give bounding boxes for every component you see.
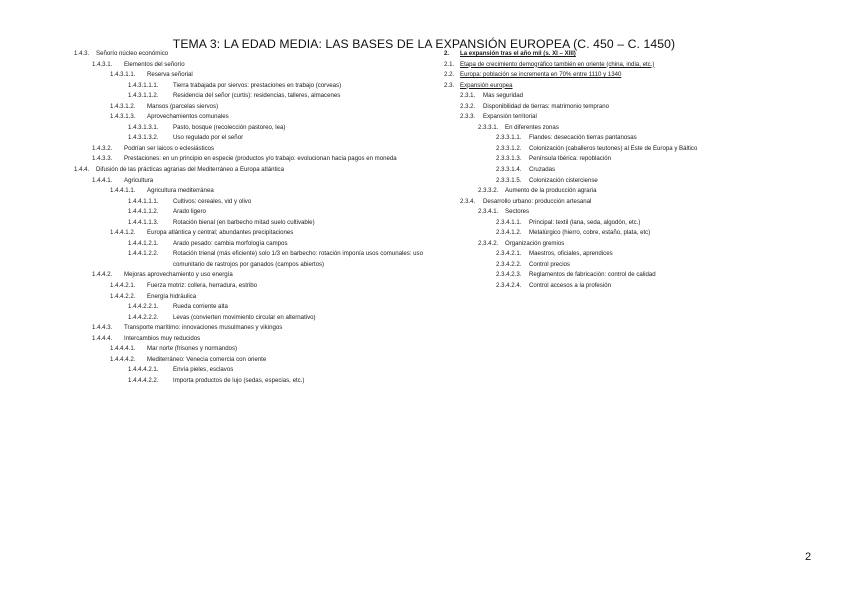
outline-item: [74, 249, 434, 270]
outline-item-text: Mas seguridad: [483, 92, 523, 100]
outline-item: [444, 133, 764, 144]
outline-item: [74, 123, 434, 134]
outline-item: [74, 70, 434, 81]
outline-item-text: Residencia del señor (curtis): residencias, talleres, almacenes: [173, 92, 341, 100]
outline-item: [444, 165, 764, 176]
outline-item-number: 1.4.4.1.1.3.: [128, 218, 159, 226]
outline-item: [444, 197, 764, 208]
outline-item-number: 2.3.: [444, 81, 455, 89]
outline-item: [444, 260, 764, 271]
outline-item-number: 1.4.4.1.2.: [110, 229, 136, 237]
outline-item: [444, 91, 764, 102]
outline-item-text: Arado ligero: [173, 208, 206, 216]
outline-item: [444, 176, 764, 187]
outline-item-number: 1.4.4.4.: [92, 334, 113, 342]
page-number: 2: [805, 551, 812, 563]
outline-item-text: Uso regulado por el señor: [173, 134, 244, 142]
outline-item-text: Levas (convierten movimiento circular en alternativo): [173, 313, 316, 321]
outline-item-number: 1.4.4.1.2.2.: [128, 250, 159, 258]
outline-item-text: Intercambios muy reducidos: [124, 334, 201, 342]
outline-left-column: [74, 49, 434, 387]
outline-item: [74, 133, 434, 144]
outline-item-number: 2.3.2.: [460, 102, 476, 110]
outline-item-number: 2.3.3.1.3.: [496, 155, 522, 163]
outline-item: [74, 186, 434, 197]
outline-item: [444, 218, 764, 229]
outline-item-number: 1.4.3.1.3.: [110, 113, 136, 121]
outline-item-number: 1.4.4.1.1.: [110, 187, 136, 195]
outline-item-text: Metalúrgico (hierro, cobre, estaño, plata, etc): [529, 229, 651, 237]
outline-item: [74, 144, 434, 155]
outline-item: [74, 176, 434, 187]
outline-item-number: 2.3.3.1.4.: [496, 166, 522, 174]
outline-item: [444, 239, 764, 250]
outline-item-text: Expansión europea: [460, 81, 513, 89]
outline-item-number: 2.3.3.1.2.: [496, 144, 522, 152]
outline-item-text: Control precios: [529, 260, 570, 268]
outline-item: [74, 228, 434, 239]
outline-item-text: Arado pesado: cambia morfología campos: [173, 239, 288, 247]
outline-item-text: Flandes: desecación tierras pantanosas: [529, 134, 637, 142]
outline-item-number: 1.4.4.3.: [92, 324, 113, 332]
outline-item-text: Agricultura: [124, 176, 154, 184]
outline-item-text: Colonización cisterciense: [529, 176, 598, 184]
outline-item: [444, 154, 764, 165]
outline-item-text: Península Ibérica: repoblación: [529, 155, 611, 163]
outline-item: [74, 281, 434, 292]
outline-item-number: 1.4.4.1.2.1.: [128, 239, 159, 247]
outline-item-text: Principal: textil (lana, seda, algodón, etc.): [529, 218, 641, 226]
outline-item: [74, 292, 434, 303]
outline-item-text: Señorío núcleo económico: [96, 50, 169, 57]
outline-item-number: 1.4.4.4.2.1.: [128, 366, 159, 374]
outline-item-text: Aprovechamientos comunales: [147, 113, 229, 121]
outline-item-text: Rotación trienal (más eficiente) solo 1/3 en barbecho: rotación imponía usos comunales: uso comunitario de rastrojos por ganados (campos abiertos): [173, 250, 423, 268]
outline-item: [74, 344, 434, 355]
outline-item-text: Prestaciones: en un principio en especie (productos y/o trabajo: evolucionan hacia pagos en moneda: [124, 155, 397, 163]
outline-item: [74, 112, 434, 123]
outline-item-text: Envía pieles, esclavos: [173, 366, 234, 374]
outline-item-text: Etapa de crecimiento demográfico también en oriente (china, india, etc.): [460, 60, 655, 68]
outline-item-number: 1.4.3.1.1.2.: [128, 92, 159, 100]
outline-item: [444, 102, 764, 113]
outline-item-number: 1.4.3.: [74, 50, 90, 57]
outline-item-text: Cultivos: cereales, vid y olivo: [173, 197, 252, 205]
outline-item: [74, 365, 434, 376]
outline-item: [74, 49, 434, 60]
outline-item: [74, 355, 434, 366]
outline-item-number: 1.4.4.2.: [92, 271, 113, 279]
outline-item: [74, 239, 434, 250]
outline-item-number: 2.3.4.1.1.: [496, 218, 522, 226]
outline-item-text: Cruzadas: [529, 166, 556, 174]
outline-item: [444, 281, 764, 292]
outline-item-number: 2.2.: [444, 71, 455, 79]
outline-item-number: 1.4.4.4.2.2.: [128, 376, 159, 384]
outline-item-text: Expansión territorial: [483, 113, 537, 121]
outline-item-text: Rotación bienal (en barbecho mitad suelo cultivable): [173, 218, 315, 226]
outline-item-number: 2.3.4.2.2.: [496, 260, 522, 268]
outline-item-text: Rueda corriente alta: [173, 303, 228, 311]
outline-item: [74, 154, 434, 165]
outline-item-text: Mansos (parcelas siervos): [147, 102, 219, 110]
outline-item: [444, 249, 764, 260]
page-title: TEMA 3: LA EDAD MEDIA: LAS BASES DE LA EXPANSIÓN EUROPEA (C. 450 – C. 1450): [172, 37, 676, 51]
outline-item: [444, 49, 764, 60]
outline-item-number: 1.4.3.1.2.: [110, 102, 136, 110]
outline-item-text: Difusión de las prácticas agrarias del Mediterráneo a Europa atlántica: [96, 166, 284, 174]
outline-item-number: 1.4.4.2.2.: [110, 292, 136, 300]
outline-item-text: Transporte marítimo: innovaciones musulmanes y vikingos: [124, 324, 283, 332]
outline-item-text: Mar norte (frisones y normandos): [147, 345, 238, 353]
outline-item-text: Europa atlántica y central; abundantes precipitaciones: [147, 229, 294, 237]
outline-item-number: 1.4.3.1.3.1.: [128, 123, 159, 131]
outline-item: [74, 102, 434, 113]
outline-item-text: Control accesos a la profesión: [529, 282, 611, 290]
outline-item-number: 2.3.3.2.: [478, 187, 499, 195]
outline-item-number: 2.3.4.2.1.: [496, 250, 522, 258]
outline-item-text: Maestros, oficiales, aprendices: [529, 250, 613, 258]
outline-item-text: La expansión tras el año mil (s. XI – XIII): [460, 50, 576, 57]
outline-item-number: 2.3.4.1.: [478, 208, 499, 216]
outline-item-number: 2.3.4.2.3.: [496, 271, 522, 279]
outline-item: [74, 60, 434, 71]
outline-item-number: 2.3.3.1.5.: [496, 176, 522, 184]
outline-item: [74, 313, 434, 324]
outline-item-number: 1.4.4.1.: [92, 176, 113, 184]
outline-item-text: Tierra trabajada por siervos: prestaciones en trabajo (corveas): [173, 81, 342, 89]
outline-item: [444, 112, 764, 123]
outline-item-number: 1.4.4.2.1.: [110, 282, 136, 290]
outline-right-column: [444, 49, 764, 292]
outline-item-text: Pasto, bosque (recolección pastoreo, lea): [173, 123, 286, 131]
outline-item-text: Importa productos de lujo (sedas, especias, etc.): [173, 376, 305, 384]
outline-item-number: 2.3.3.1.1.: [496, 134, 522, 142]
outline-item: [74, 302, 434, 313]
outline-item-text: Organización gremios: [505, 239, 565, 247]
outline-item-text: Agricultura mediterránea: [147, 187, 214, 195]
outline-item: [444, 207, 764, 218]
outline-item-number: 1.4.4.4.2.: [110, 355, 136, 363]
outline-item: [444, 70, 764, 81]
outline-item-text: Reserva señorial: [147, 71, 193, 79]
outline-item: [74, 207, 434, 218]
outline-item-number: 1.4.3.1.1.: [110, 71, 136, 79]
outline-item-text: Energía hidráulica: [147, 292, 197, 300]
outline-item: [444, 228, 764, 239]
outline-item: [74, 197, 434, 208]
outline-item-number: 1.4.4.: [74, 166, 90, 174]
outline-item-text: Disponibilidad de tierras: matrimonio temprano: [483, 102, 609, 110]
outline-item-number: 2.3.4.: [460, 197, 476, 205]
outline-item: [74, 81, 434, 92]
outline-item-text: Mejoras aprovechamiento y uso energía: [124, 271, 233, 279]
outline-item-text: Elementos del señorío: [124, 60, 185, 68]
outline-item-number: 2.3.3.1.: [478, 123, 499, 131]
outline-item: [444, 186, 764, 197]
outline-item-number: 1.4.4.2.2.1.: [128, 303, 159, 311]
outline-item: [444, 123, 764, 134]
outline-item-text: Reglamentos de fabricación: control de calidad: [529, 271, 656, 279]
outline-item-number: 1.4.3.3.: [92, 155, 113, 163]
outline-item-number: 1.4.4.2.2.2.: [128, 313, 159, 321]
outline-item: [444, 60, 764, 71]
outline-item-text: Mediterráneo: Venecia comercia con oriente: [147, 355, 267, 363]
outline-item-number: 2.3.4.1.2.: [496, 229, 522, 237]
outline-item-number: 1.4.4.4.1.: [110, 345, 136, 353]
outline-item: [444, 144, 764, 155]
outline-item-number: 2.3.1.: [460, 92, 476, 100]
outline-item-text: Fuerza motriz: collera, herradura, estribo: [147, 282, 258, 290]
outline-item: [74, 376, 434, 387]
outline-item-number: 1.4.3.2.: [92, 144, 113, 152]
outline-item: [74, 270, 434, 281]
outline-item-number: 2.3.3.: [460, 113, 476, 121]
outline-item: [444, 81, 764, 92]
outline-item-text: Podrían ser laicos o eclesiásticos: [124, 144, 215, 152]
outline-item-number: 1.4.3.1.1.1.: [128, 81, 159, 89]
outline-item-text: Europa: población se incrementa en 70% entre 1110 y 1340: [460, 71, 622, 79]
outline-item: [74, 91, 434, 102]
outline-item-number: 2.1.: [444, 60, 455, 68]
outline-item: [74, 323, 434, 334]
outline-item-number: 2.3.4.2.4.: [496, 282, 522, 290]
outline-item-number: 1.4.3.1.3.2.: [128, 134, 159, 142]
outline-item-number: 2.3.4.2.: [478, 239, 499, 247]
outline-item-text: Sectores: [505, 208, 530, 216]
outline-item-number: 2.: [444, 50, 450, 57]
outline-item: [74, 334, 434, 345]
outline-item: [444, 270, 764, 281]
outline-item: [74, 165, 434, 176]
outline-item-text: Desarrollo urbano: producción artesanal: [483, 197, 592, 205]
outline-item: [74, 218, 434, 229]
outline-item-text: Colonización (caballeros teutones) al Este de Europa y Báltico: [529, 144, 698, 152]
outline-item-text: Aumento de la producción agraria: [505, 187, 597, 195]
outline-item-text: En diferentes zonas: [505, 123, 559, 131]
outline-item-number: 1.4.3.1.: [92, 60, 113, 68]
outline-item-number: 1.4.4.1.1.1.: [128, 197, 159, 205]
outline-item-number: 1.4.4.1.1.2.: [128, 208, 159, 216]
